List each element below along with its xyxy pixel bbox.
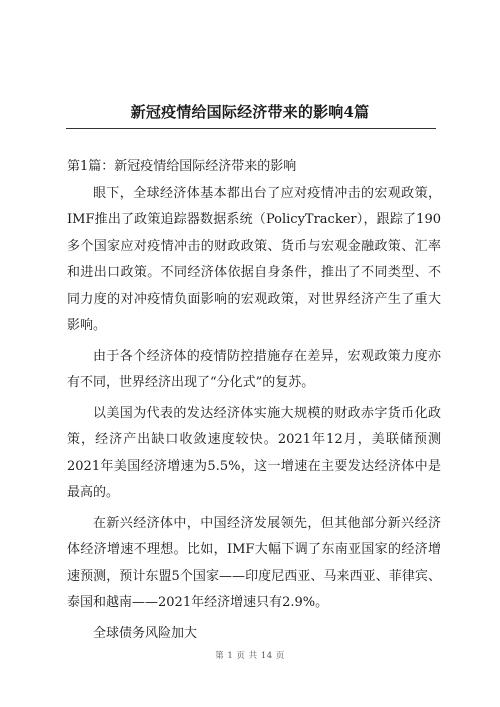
document-body [67, 154, 441, 647]
paragraph-4: 在新兴经济体中，中国经济发展领先，但其他部分新兴经济体经济增速不理想。比如，IMF大幅下调了东南亚国家的经济增速预测，预计东盟5个国家——印度尼西亚、马来西亚、菲律宾、泰国和越南——2021年经济增速只有2.9%。 [67, 515, 441, 610]
paragraph-5: 全球债务风险加大 [93, 625, 198, 641]
paragraph-1: 眼下，全球经济体基本都出台了应对疫情冲击的宏观政策，IMF推出了政策追踪器数据系统（PolicyTracker），跟踪了190多个国家应对疫情冲击的财政政策、货币与宏观金融政策、汇率和进出口政策。不同经济体依据自身条件，推出了不同类型、不同力度的对冲疫情负面影响的宏观政策，对世界经济产生了重大影响。 [67, 185, 441, 333]
page-footer: 第 1 页 共 14 页 [215, 651, 285, 661]
paragraph-2: 由于各个经济体的疫情防控措施存在差异，宏观政策力度亦有不同，世界经济出现了“分化式”的复苏。 [67, 348, 441, 390]
document-title: 新冠疫情给国际经济带来的影响4篇 [130, 103, 370, 121]
title-divider [66, 128, 436, 129]
paragraph-3: 以美国为代表的发达经济体实施大规模的财政赤字货币化政策，经济产出缺口收敛速度较快。2021年12月，美联储预测2021年美国经济增速为5.5%，这一增速在主要发达经济体中是最高的。 [67, 405, 441, 500]
section-heading: 第1篇：新冠疫情给国际经济带来的影响 [67, 159, 297, 174]
